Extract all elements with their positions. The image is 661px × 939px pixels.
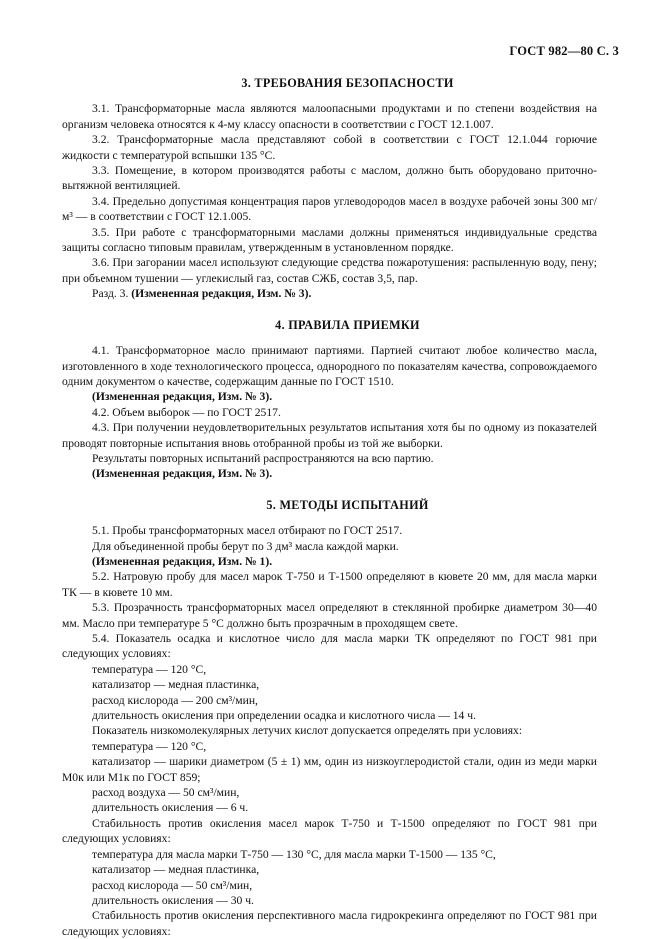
spacer — [62, 482, 597, 498]
amendment-note: (Измененная редакция, Изм. № 1). — [92, 554, 273, 568]
amendment-note: (Измененная редакция, Изм. № 3). — [92, 467, 273, 481]
list-item: длительность окисления — 30 ч. — [92, 893, 254, 907]
paragraph-3-4: 3.4. Предельно допустимая концентрация паров углеводородов масел в воздухе рабочей зоны 300 мг/м³ — в соответствии с ГОСТ 12.1.005. — [62, 194, 597, 224]
paragraph-5-4: 5.4. Показатель осадка и кислотное число для масла марки ТК определяют по ГОСТ 981 при следующих условиях: — [62, 632, 597, 661]
list-item: длительность окисления при определении осадка и кислотного числа — 14 ч. — [92, 709, 476, 723]
paragraph-3-2: 3.2. Трансформаторные масла представляют собой в соответствии с ГОСТ 12.1.044 горючие жидкости с температурой вспышки 135 °С. — [62, 133, 597, 162]
paragraph-3-1: 3.1. Трансформаторные масла являются малоопасными продуктами и по степени воздействия на организм человека относятся к 4-му классу опасности в соответствии с ГОСТ 12.1.007. — [62, 102, 597, 131]
paragraph-5-1: 5.1. Пробы трансформаторных масел отбирают по ГОСТ 2517. — [92, 524, 403, 538]
list-item: температура для масла марки Т-750 — 130 °С, для масла марки Т-1500 — 135 °С, — [92, 847, 496, 861]
paragraph-hydrocracking-oil: Стабильность против окисления перспективного масла гидрокрекинга определяют по ГОСТ 981 при следующих условиях: — [62, 909, 597, 938]
paragraph-3-3: 3.3. Помещение, в котором производятся работы с маслом, должно быть оборудовано приточно-вытяжной вентиляцией. — [62, 164, 597, 193]
paragraph-4-1: 4.1. Трансформаторное масло принимают партиями. Партией считают любое количество масла, изготовленного в ходе технологического процесса, однородного по показателям качества, сопровождаемого одним документом о качестве, содержащим данные по ГОСТ 1510. — [62, 344, 597, 388]
amendment-text: (Измененная редакция, Изм. № 3). — [131, 287, 312, 301]
amendment-prefix: Разд. 3. — [92, 287, 132, 301]
list-item: температура — 120 °С, — [92, 662, 207, 676]
list-item: катализатор — медная пластинка, — [92, 863, 260, 877]
list-item: расход воздуха — 50 см³/мин, — [92, 786, 240, 800]
list-item: катализатор — медная пластинка, — [92, 678, 260, 692]
spacer — [62, 302, 597, 318]
paragraph-5-2: 5.2. Натровую пробу для масел марок Т-750 и Т-1500 определяют в кювете 20 мм, для масла марки ТК — в кювете 10 мм. — [62, 570, 597, 599]
section-5-title: 5. МЕТОДЫ ИСПЫТАНИЙ — [266, 497, 429, 512]
list-item: длительность окисления — 6 ч. — [92, 801, 249, 815]
paragraph-4-3: 4.3. При получении неудовлетворительных результатов испытания хотя бы по одному из показателей проводят повторные испытания вновь отобранной пробы из той же выборки. — [62, 421, 597, 450]
page-header: ГОСТ 982—80 С. 3 — [509, 44, 619, 58]
paragraph-4-2: 4.2. Объем выборок — по ГОСТ 2517. — [92, 405, 281, 419]
page-content — [62, 76, 597, 939]
list-item: температура — 120 °С, — [92, 739, 207, 753]
paragraph-4-3-continued: Результаты повторных испытаний распространяются на всю партию. — [92, 451, 434, 465]
paragraph-5-4-volatile-acids: Показатель низкомолекулярных летучих кислот допускается определять при условиях: — [92, 724, 523, 738]
paragraph-5-1-continued: Для объединенной пробы берут по 3 дм³ масла каждой марки. — [92, 539, 399, 553]
paragraph-5-3: 5.3. Прозрачность трансформаторных масел определяют в стеклянной пробирке диаметром 30—40 мм. Масло при температуре 5 °С должно быть прозрачным в проходящем свете. — [62, 601, 597, 630]
section-4-title: 4. ПРАВИЛА ПРИЕМКИ — [275, 317, 420, 332]
section-3-amendment-note — [62, 286, 597, 301]
list-item: катализатор — шарики диаметром (5 ± 1) мм, один из низкоуглеродистой стали, один из меди марки М0к или М1к по ГОСТ 859; — [62, 755, 597, 784]
paragraph-3-6: 3.6. При загорании масел используют следующие средства пожаротушения: распыленную воду, пену; при объемном тушении — углекислый газ, состав СЖБ, состав 3,5, пар. — [62, 256, 597, 285]
paragraph-oxidation-stability: Стабильность против окисления масел марок Т-750 и Т-1500 определяют по ГОСТ 981 при следующих условиях: — [62, 816, 597, 846]
amendment-note: (Измененная редакция, Изм. № 3). — [92, 390, 273, 404]
paragraph-3-5: 3.5. При работе с трансформаторными маслами должны применяться индивидуальные средства защиты согласно типовым правилам, утвержденным в установленном порядке. — [62, 225, 597, 255]
list-item: расход кислорода — 200 см³/мин, — [92, 693, 258, 707]
list-item: расход кислорода — 50 см³/мин, — [92, 878, 253, 892]
section-3-title: 3. ТРЕБОВАНИЯ БЕЗОПАСНОСТИ — [241, 76, 454, 90]
